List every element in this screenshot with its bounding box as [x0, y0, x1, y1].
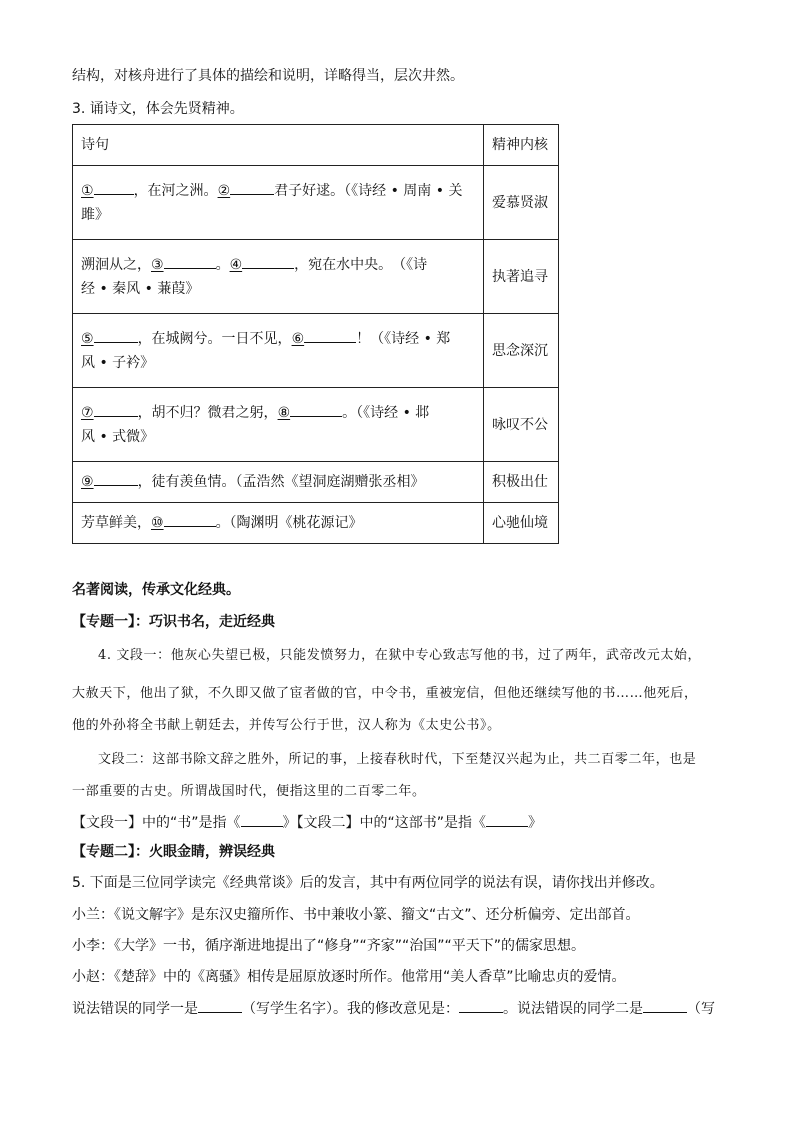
spirit-cell: 心驰仙境: [484, 503, 559, 544]
answer-blank[interactable]: [230, 180, 274, 195]
poem-table: [72, 124, 559, 544]
answer-blank[interactable]: [164, 254, 216, 269]
blank-number: ①: [81, 182, 94, 199]
answer-text: 》: [528, 815, 543, 831]
q5-answer-line: [72, 998, 715, 1019]
answer-blank[interactable]: [242, 254, 294, 269]
table-row: [73, 503, 559, 544]
poem-text: 溯洄从之，: [81, 256, 151, 273]
answer-blank[interactable]: [304, 328, 356, 343]
poem-text: 。（《诗经 • 邶: [342, 404, 430, 421]
answer-blank[interactable]: [94, 328, 138, 343]
answer-blank[interactable]: [94, 180, 134, 195]
answer-blank[interactable]: [164, 512, 216, 527]
answer-text: （写: [687, 1001, 715, 1017]
statement-xiaoli: 小李：《大学》一书，循序渐进地提出了“修身”“齐家”“治国”“平天下”的儒家思想。: [72, 938, 586, 954]
statement-xiaozhao: 小赵：《楚辞》中的《离骚》相传是屈原放逐时所作。他常用“美人香草”比喻忠贞的爱情。: [72, 969, 626, 985]
table-row: [73, 240, 559, 314]
answer-text: 说法错误的同学一是: [72, 1001, 198, 1017]
section-heading: 名著阅读，传承文化经典。: [72, 582, 240, 598]
header-col-spirit: 精神内核: [484, 125, 559, 166]
poem-text: ，宛在水中央。 （《诗: [294, 256, 428, 273]
poem-text: ！（《诗经 • 郑: [356, 330, 451, 347]
poem-text: ，胡不归？微君之躬，: [137, 404, 278, 421]
table-header-row: [73, 125, 559, 166]
poem-text: 君子好逑。（《诗经 • 周南 • 关: [274, 182, 463, 199]
blank-number: ④: [229, 256, 243, 273]
q4-line-3: 他的外孙将全书献上朝廷去，并传写公行于世，汉人称为《太史公书》。: [72, 718, 501, 733]
answer-text: 》【文段二】中的“这部书”是指《: [282, 815, 487, 831]
answer-text: 【文段一】中的“书”是指《: [72, 815, 241, 831]
q4-line-1: 4. 文段一：他灰心失望已极，只能发愤努力，在狱中专心致志写他的书，过了两年，武帝改元太始，: [98, 648, 702, 663]
topic2-heading: 【专题二】：火眼金睛，辨误经典: [72, 844, 275, 860]
blank-number: ⑥: [291, 330, 305, 347]
answer-blank[interactable]: [94, 402, 138, 417]
q3-title: 3. 诵诗文，体会先贤精神。: [72, 101, 244, 117]
answer-text: （写学生名字）。我的修改意见是：: [242, 1001, 459, 1017]
table-row: [73, 388, 559, 462]
answer-blank[interactable]: [94, 471, 138, 486]
blank-number: ⑧: [277, 404, 291, 421]
poem-text: 。（陶渊明《桃花源记》: [215, 515, 363, 531]
poem-text: 风 • 式微》: [81, 428, 155, 445]
poem-cell: [73, 388, 484, 462]
blank-number: ⑩: [151, 515, 164, 531]
poem-text: 经 • 秦风 • 蒹葭》: [81, 280, 200, 297]
blank-number: ⑨: [81, 474, 94, 490]
poem-cell: [73, 503, 484, 544]
answer-text: 。说法错误的同学二是: [503, 1001, 643, 1017]
poem-text: 。: [215, 256, 230, 273]
revision-blank[interactable]: [459, 998, 503, 1013]
student1-blank[interactable]: [198, 998, 242, 1013]
spirit-cell: 执著追寻: [484, 240, 559, 314]
poem-cell: [73, 166, 484, 240]
blank-number: ⑤: [81, 330, 94, 347]
statement-xiaolan: 小兰：《说文解字》是东汉史籀所作、书中兼收小篆、籀文“古文”、还分析偏旁、定出部首。: [72, 907, 640, 923]
poem-text: 雎》: [81, 206, 109, 223]
q4-answer-line: [72, 812, 542, 833]
poem-cell: [73, 314, 484, 388]
q4-line-5: 一部重要的古史。所谓战国时代，便指这里的二百零二年。: [72, 784, 426, 799]
spirit-cell: 爱慕贤淑: [484, 166, 559, 240]
poem-text: ，在城阙兮。一日不见，: [137, 330, 292, 347]
book2-blank[interactable]: [486, 812, 528, 827]
poem-text: 风 • 子衿》: [81, 354, 155, 371]
book1-blank[interactable]: [241, 812, 283, 827]
q5-intro: 5. 下面是三位同学读完《经典常谈》后的发言，其中有两位同学的说法有误，请你找出并修改。: [72, 875, 664, 891]
poem-text: ，徒有羡鱼情。（孟浩然《望洞庭湖赠张丞相》: [137, 474, 425, 490]
poem-cell: [73, 462, 484, 503]
spirit-cell: 思念深沉: [484, 314, 559, 388]
blank-number: ②: [217, 182, 231, 199]
intro-line: 结构，对核舟进行了具体的描绘和说明，详略得当，层次井然。: [72, 68, 464, 84]
blank-number: ③: [151, 256, 164, 273]
table-row: [73, 462, 559, 503]
spirit-cell: 咏叹不公: [484, 388, 559, 462]
header-col-poem: 诗句: [73, 125, 484, 166]
blank-number: ⑦: [81, 404, 94, 421]
poem-text: ，在河之洲。: [133, 182, 218, 199]
student2-blank[interactable]: [643, 998, 687, 1013]
answer-blank[interactable]: [290, 402, 342, 417]
table-row: [73, 166, 559, 240]
poem-text: 芳草鲜美，: [81, 515, 151, 531]
poem-cell: [73, 240, 484, 314]
q4-line-2: 大赦天下，他出了狱，不久即又做了宦者做的官，中令书，重被宠信，但他还继续写他的书……他死后，: [72, 686, 698, 701]
topic1-heading: 【专题一】：巧识书名，走近经典: [72, 614, 275, 630]
spirit-cell: 积极出仕: [484, 462, 559, 503]
q4-line-4: 文段二：这部书除文辞之胜外，所记的事，上接春秋时代，下至楚汉兴起为止，共二百零二年，也是: [98, 752, 697, 767]
table-row: [73, 314, 559, 388]
